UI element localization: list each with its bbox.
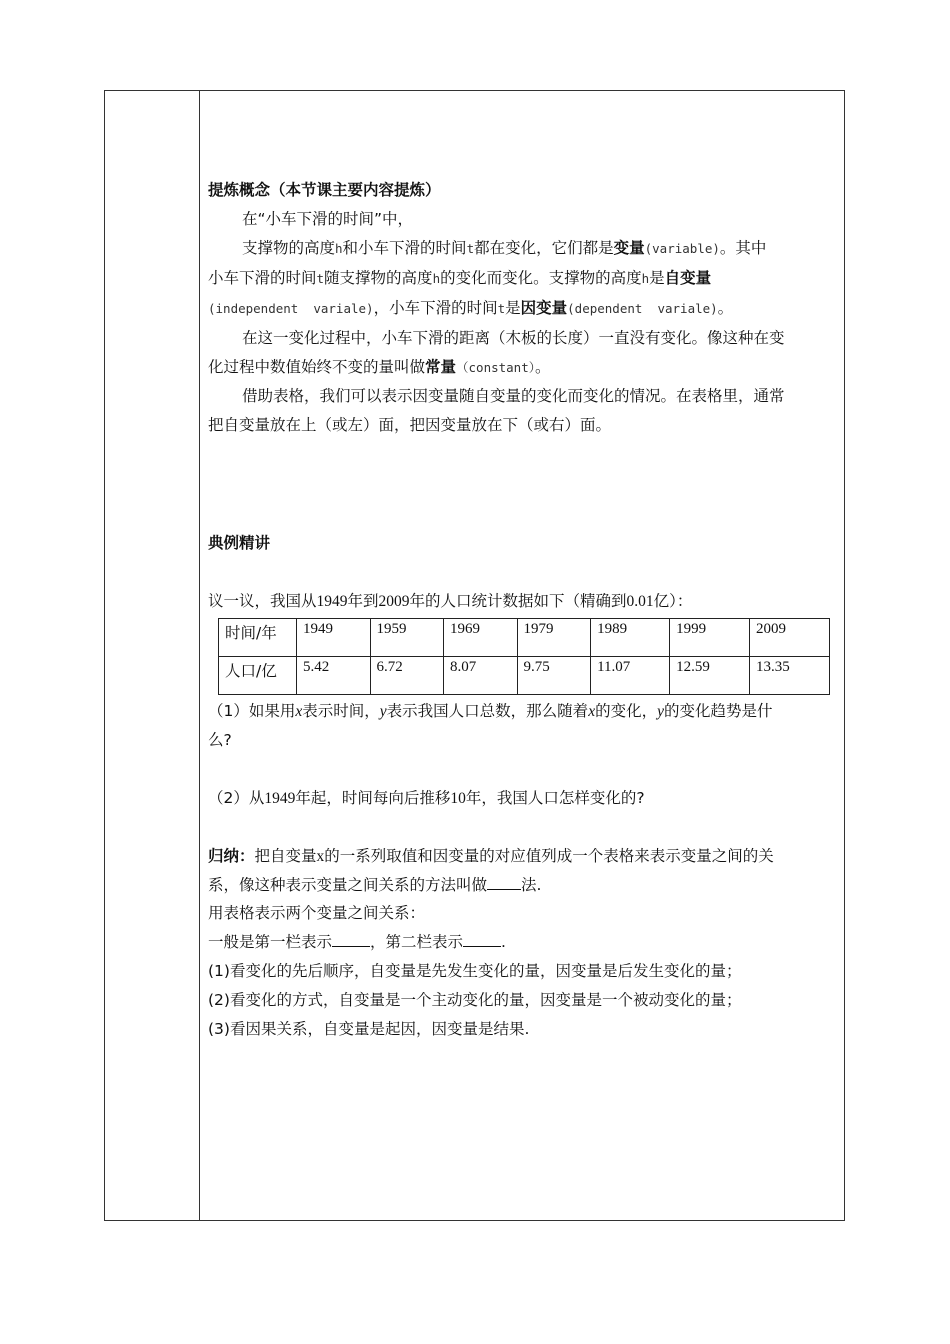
- column-divider: [199, 90, 200, 1221]
- table-row-population: [219, 657, 830, 695]
- concept-heading: 提炼概念（本节课主要内容提炼）: [208, 181, 441, 199]
- table-cell: 13.35: [750, 657, 830, 695]
- fill-in-blank: [487, 875, 521, 890]
- summary-label: 归纳：: [208, 847, 255, 865]
- term-variable: 变量: [613, 239, 645, 257]
- table-cell: 1949: [297, 619, 371, 657]
- summary-line-7: (3)看因果关系，自变量是起因，因变量是结果.: [208, 1020, 530, 1038]
- table-header-population: 人口/亿: [219, 657, 297, 695]
- question-1-line-1: （1）如果用x表示时间，y表示我国人口总数，那么随着x的变化，y的变化趋势是什: [208, 702, 773, 720]
- concept-line-8: 把自变量放在上（或左）面，把因变量放在下（或右）面。: [208, 416, 612, 434]
- table-cell: 1959: [370, 619, 444, 657]
- table-cell: 12.59: [670, 657, 750, 695]
- term-independent-variable: 自变量: [664, 269, 712, 287]
- concept-line-6: 化过程中数值始终不变的量叫做常量（constant）。: [208, 358, 551, 376]
- example-heading: 典例精讲: [208, 534, 271, 552]
- concept-line-7: 借助表格，我们可以表示因变量随自变量的变化而变化的情况。在表格里，通常: [242, 387, 785, 405]
- table-row-years: [219, 619, 830, 657]
- question-1-line-2: 么?: [208, 731, 232, 749]
- term-dependent-variable: 因变量: [520, 299, 568, 317]
- table-cell: 2009: [750, 619, 830, 657]
- table-cell: 8.07: [444, 657, 518, 695]
- example-intro: 议一议，我国从1949年到2009年的人口统计数据如下（精确到0.01亿）：: [208, 592, 693, 610]
- table-cell: 5.42: [297, 657, 371, 695]
- table-cell: 1979: [517, 619, 591, 657]
- concept-line-3: 小车下滑的时间t随支撑物的高度h的变化而变化。支撑物的高度h是自变量: [208, 269, 712, 287]
- table-cell: 9.75: [517, 657, 591, 695]
- table-cell: 6.72: [370, 657, 444, 695]
- table-cell: 1989: [591, 619, 670, 657]
- population-table: [218, 618, 830, 695]
- question-2: （2）从1949年起，时间每向后推移10年，我国人口怎样变化的?: [208, 789, 645, 807]
- summary-line-6: (2)看变化的方式，自变量是一个主动变化的量，因变量是一个被动变化的量；: [208, 991, 742, 1009]
- concept-paragraph-1: 在“小车下滑的时间”中，: [242, 210, 414, 228]
- table-cell: 1999: [670, 619, 750, 657]
- fill-in-blank: [332, 932, 370, 947]
- concept-line-5: 在这一变化过程中，小车下滑的距离（木板的长度）一直没有变化。像这种在变: [242, 329, 785, 347]
- concept-line-2: 支撑物的高度h和小车下滑的时间t都在变化，它们都是变量(variable)。其中: [242, 239, 767, 257]
- table-cell: 11.07: [591, 657, 670, 695]
- table-header-year: 时间/年: [219, 619, 297, 657]
- summary-line-4: 一般是第一栏表示 ，第二栏表示 .: [208, 933, 506, 951]
- term-constant: 常量: [425, 358, 457, 376]
- table-cell: 1969: [444, 619, 518, 657]
- fill-in-blank: [463, 932, 501, 947]
- summary-line-5: (1)看变化的先后顺序，自变量是先发生变化的量，因变量是后发生变化的量；: [208, 962, 742, 980]
- summary-line-3: 用表格表示两个变量之间关系：: [208, 904, 426, 922]
- summary-line-1: 归纳：把自变量x的一系列取值和因变量的对应值列成一个表格来表示变量之间的关: [208, 847, 774, 865]
- concept-line-4: (independent variale)，小车下滑的时间t是因变量(dependent variale)。: [208, 299, 734, 317]
- summary-line-2: 系，像这种表示变量之间关系的方法叫做 法.: [208, 876, 542, 894]
